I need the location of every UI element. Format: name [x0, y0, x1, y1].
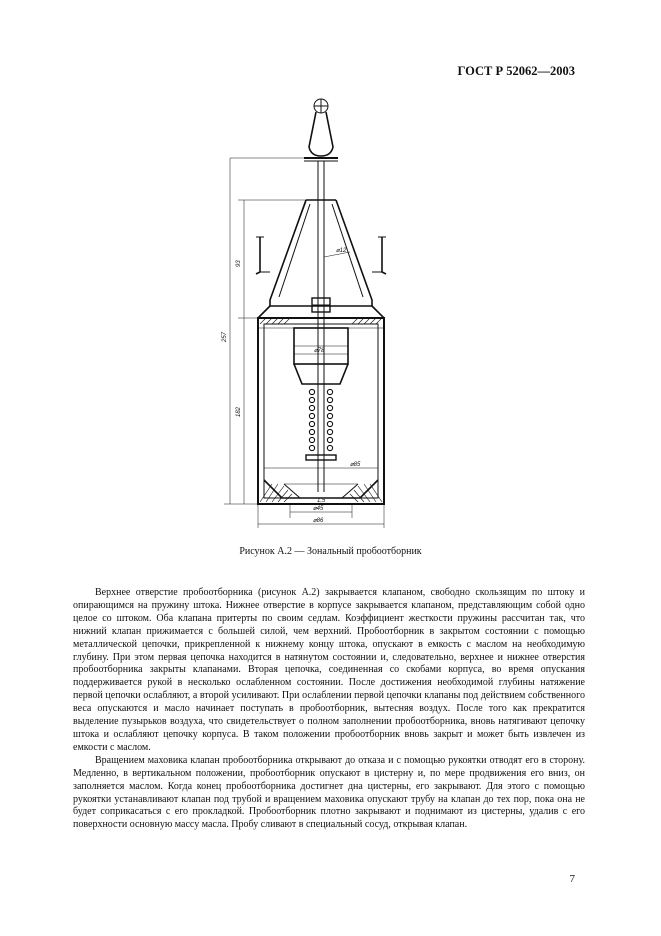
- standard-code-header: ГОСТ Р 52062—2003: [457, 64, 575, 78]
- figure-caption: Рисунок А.2 — Зональный пробоотборник: [239, 546, 422, 557]
- paragraph: Вращением маховика клапан пробоотборника открывают до отказа и с помощью рукоятки отводят его в сторону. Медленно, в вертикальном положении, пробоотборник опускают в цистерну и, по мере продвижения его вниз, он заполняется маслом. Когда конец пробоотборника достигнет дна цистерны, его закрывают. Для этого с помощью рукоятки устанавливают клапан под трубой и вращением маховика опускают трубу на клапан до тех пор, пока она не будет соприкасаться с его прокладкой. Пробоотборник плотно закрывают и поднимают из цистерны, удалив с его поверхности основную массу масла. Пробу сливают в специальный сосуд, открывая клапан.: [73, 754, 585, 831]
- body-text: [73, 587, 585, 832]
- dim-body-height: 182: [236, 406, 242, 417]
- side-handles: [256, 237, 386, 274]
- sampler-drawing-svg: [200, 92, 460, 542]
- dim-body-inner-diameter: ⌀85: [350, 462, 361, 468]
- dim-rod-diameter: ⌀12: [336, 248, 347, 254]
- bottom-valve: [264, 480, 378, 498]
- spring-seat: [306, 455, 336, 460]
- dim-top-height: 93: [236, 260, 242, 267]
- coupling: [312, 298, 330, 312]
- spring-coils: [309, 389, 332, 450]
- dim-outer-diameter: ⌀86: [313, 518, 324, 524]
- dim-wall-mark: 1,5: [317, 498, 326, 504]
- lifting-ring: [314, 99, 328, 113]
- shackle: [304, 112, 338, 161]
- rod: [318, 161, 324, 492]
- dim-bottom-valve-diameter: ⌀45: [313, 506, 324, 512]
- upper-valve: [294, 328, 348, 384]
- paragraph: Верхнее отверстие пробоотборника (рисунок А.2) закрывается клапаном, свободно скользящим по штоку и опирающимся на пружину штока. Нижнее отверстие в корпусе закрывается клапаном, представляющим собой одно целое со штоком. Оба клапана притерты по своим седлам. Коэффициент жесткости пружины рассчитан так, что нижний клапан прижимается с большей силой, чем верхний. Пробоотборник в закрытом состоянии с помощью металлической цепочки, прикрепленной к нижнему концу штока, опускают в емкость с маслом на необходимую глубину. При этом первая цепочка находится в натянутом состоянии и, следовательно, верхнее и нижнее отверстия пробоотборника закрыты клапанами. Вторая цепочка, соединенная со скобами корпуса, во время опускания поддерживается рукой в несколько ослабленном состоянии. После достижения необходимой глубины натяжение первой цепочки ослабляют, а второй усиливают. При ослаблении первой цепочки клапаны под действием собственного веса опускаются и масло начинает поступать в пробоотборник, вытесняя воздух. После того как прекратится выделение пузырьков воздуха, что свидетельствует о полном заполнении пробоотборника, вновь натягивают цепочку штока и ослабляют цепочку корпуса. В таком положении пробоотборник вновь закрыт и может быть извлечен из емкости с маслом.: [73, 587, 585, 753]
- dim-total-height: 257: [222, 331, 228, 342]
- dim-upper-valve-diameter: ⌀78: [314, 348, 325, 354]
- sampler-drawing: [200, 92, 460, 542]
- dimension-lines: [224, 158, 384, 528]
- page-number: 7: [569, 873, 575, 885]
- conical-frame: [270, 200, 372, 306]
- body-cylinder: [258, 306, 384, 504]
